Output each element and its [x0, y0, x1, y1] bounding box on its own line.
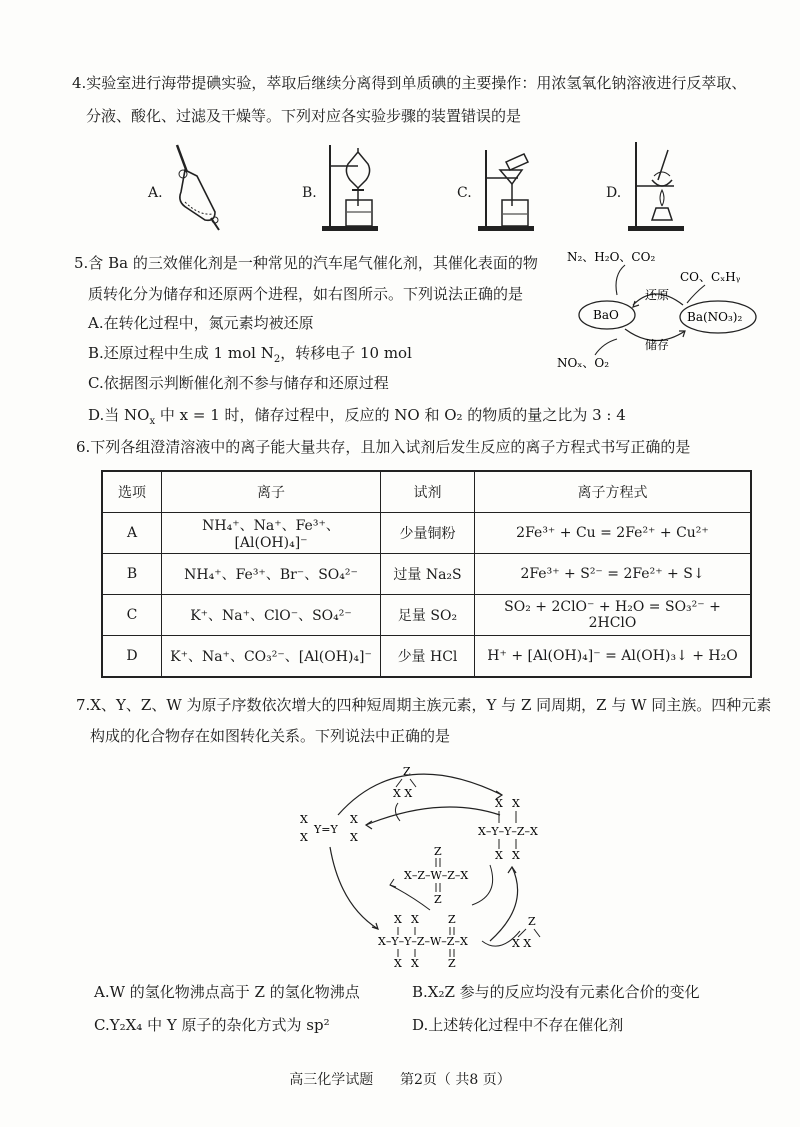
row-d-ions: K⁺、Na⁺、CO₃²⁻、[Al(OH)₄]⁻	[162, 636, 381, 678]
page-footer	[0, 1069, 800, 1089]
row-d-reagent: 少量 HCl	[381, 636, 475, 678]
q4-option-a-label: A.	[148, 185, 163, 201]
row-c-option: C	[102, 595, 162, 636]
q7-ethanol-chain: X–Y–Y–Z–X	[478, 825, 538, 838]
header-reagent: 试剂	[381, 471, 475, 513]
q5-catalyst-cycle-diagram	[555, 243, 765, 373]
q7-option-d: D.上述转化过程中不存在催化剂	[412, 1016, 624, 1034]
q7-sulfuric-zbot: Z	[434, 893, 442, 906]
q7-water2-x: X X	[512, 937, 532, 950]
table-row	[102, 554, 751, 595]
q7-sulfuric-ztop: Z	[434, 845, 442, 858]
q7-ester-xbot2: X	[411, 957, 419, 970]
row-b-reagent: 过量 Na₂S	[381, 554, 475, 595]
q7-ethanol-xtop1: X	[495, 797, 503, 810]
q7-ethylene-x1: X	[300, 813, 308, 826]
row-b-equation: 2Fe³⁺ + S²⁻ = 2Fe²⁺ + S↓	[475, 554, 752, 595]
apparatus-b-separatory-funnel	[320, 140, 380, 235]
q7-ester-xtop1: X	[394, 913, 402, 926]
q7-option-b: B.X₂Z 参与的反应均没有元素化合价的变化	[412, 983, 700, 1001]
q7-ester-ztop: Z	[448, 913, 456, 926]
q5-option-c: C.依据图示判断催化剂不参与储存和还原过程	[88, 374, 389, 392]
q5-option-d: D.当 $NO_x$ 中 x = 1 时，储存过程中，反应的 NO 和 O₂ 的物质的量之比为 3 : 4	[88, 406, 626, 427]
q5-option-b: B.还原过程中生成 1 mol $N_2$，转移电子 10 mol	[88, 344, 412, 365]
row-a-option: A	[102, 513, 162, 554]
q7-stem-line1: 7.X、Y、Z、W 为原子序数依次增大的四种短周期主族元素，Y 与 Z 同周期，Z 与 W 同主族。四种元素	[76, 696, 772, 714]
header-option: 选项	[102, 471, 162, 513]
row-c-ions: K⁺、Na⁺、ClO⁻、SO₄²⁻	[162, 595, 381, 636]
q7-ethylene-core: Y=Y	[314, 823, 338, 836]
q4-option-c-label: C.	[457, 185, 472, 201]
q6-ion-table	[101, 470, 752, 678]
table-row	[102, 513, 751, 554]
q5-arrow-reduction-label: 还原	[645, 288, 670, 302]
q5-top-right-reactants: CO、CₓHᵧ	[680, 270, 741, 284]
q7-water-z: Z	[403, 765, 411, 778]
q7-ethylene-x2: X	[300, 831, 308, 844]
q7-sulfuric-chain: X–Z–W–Z–X	[404, 869, 469, 882]
row-d-option: D	[102, 636, 162, 678]
row-c-equation: SO₂ + 2ClO⁻ + H₂O = SO₃²⁻ + 2HClO	[475, 595, 752, 636]
header-equation: 离子方程式	[475, 471, 752, 513]
q5-bottom-left-reactants: NOₓ、O₂	[557, 356, 610, 370]
row-a-reagent: 少量铜粉	[381, 513, 475, 554]
row-b-ions: NH₄⁺、Fe³⁺、Br⁻、SO₄²⁻	[162, 554, 381, 595]
table-row	[102, 636, 751, 678]
q5-stem-line1: 5.含 Ba 的三效催化剂是一种常见的汽车尾气催化剂，其催化表面的物	[74, 254, 538, 272]
q7-ester-zbot: Z	[448, 957, 456, 970]
q7-ethylene-x4: X	[350, 831, 358, 844]
q5-ba-nitrate-node: Ba(NO₃)₂	[687, 310, 743, 324]
q5-arrow-storage-label: 储存	[645, 338, 670, 352]
q5-top-left-products: N₂、H₂O、CO₂	[567, 250, 656, 264]
q6-stem: 6.下列各组澄清溶液中的离子能大量共存，且加入试剂后发生反应的离子方程式书写正确的是	[76, 438, 691, 456]
q7-option-a: A.W 的氢化物沸点高于 Z 的氢化物沸点	[94, 983, 360, 1001]
q4-stem-line1: 4.实验室进行海带提碘实验，萃取后继续分离得到单质碘的主要操作：用浓氢氧化钠溶液进行反萃取、	[72, 74, 747, 92]
q7-ethanol-xtop2: X	[512, 797, 520, 810]
footer-subject: 高三化学试题	[289, 1072, 374, 1088]
q7-stem-line2: 构成的化合物存在如图转化关系。下列说法中正确的是	[90, 727, 451, 745]
row-a-equation: 2Fe³⁺ + Cu = 2Fe²⁺ + Cu²⁺	[475, 513, 752, 554]
row-b-option: B	[102, 554, 162, 595]
table-header-row	[102, 471, 751, 513]
table-row	[102, 595, 751, 636]
q7-ester-xtop2: X	[411, 913, 419, 926]
q7-option-c: C.Y₂X₄ 中 Y 原子的杂化方式为 sp²	[94, 1016, 330, 1034]
q4-stem-line2: 分液、酸化、过滤及干燥等。下列对应各实验步骤的装置错误的是	[86, 107, 522, 125]
q7-ethylene-x3: X	[350, 813, 358, 826]
q7-ester-xbot1: X	[394, 957, 402, 970]
row-c-reagent: 足量 SO₂	[381, 595, 475, 636]
footer-page-number: 第2页（ 共8 页）	[399, 1072, 511, 1088]
q7-transformation-diagram	[290, 755, 580, 970]
q7-ethanol-xbot2: X	[512, 849, 520, 862]
q4-option-b-label: B.	[302, 185, 317, 201]
header-ions: 离子	[162, 471, 381, 513]
apparatus-d-evaporation	[628, 140, 688, 235]
q7-water2-z: Z	[528, 915, 536, 928]
q7-water-x: X X	[393, 787, 413, 800]
apparatus-a-separatory-shaking	[165, 140, 225, 235]
q7-ethanol-xbot1: X	[495, 849, 503, 862]
row-a-ions: NH₄⁺、Na⁺、Fe³⁺、[Al(OH)₄]⁻	[162, 513, 381, 554]
q5-option-a: A.在转化过程中，氮元素均被还原	[88, 314, 314, 332]
q4-option-d-label: D.	[606, 185, 622, 201]
apparatus-c-filtration	[478, 140, 538, 235]
row-d-equation: H⁺ + [Al(OH)₄]⁻ = Al(OH)₃↓ + H₂O	[475, 636, 752, 678]
q7-ester-chain: X–Y–Y–Z–W–Z–X	[378, 935, 468, 948]
q5-bao-node: BaO	[593, 308, 619, 322]
q5-stem-line2: 质转化分为储存和还原两个进程，如右图所示。下列说法正确的是	[88, 285, 524, 303]
